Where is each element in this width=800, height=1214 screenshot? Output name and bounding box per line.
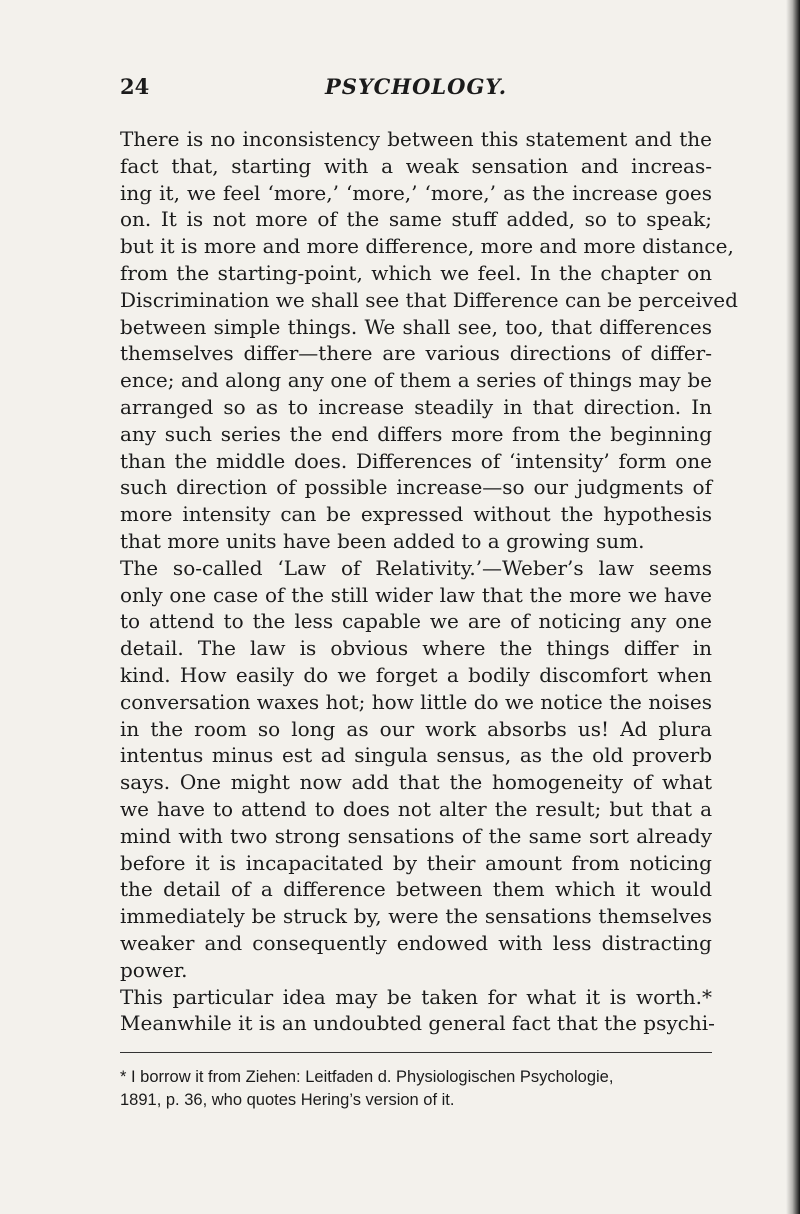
- footnote-line: 1891, p. 36, who quotes Hering’s version of it.: [120, 1091, 455, 1109]
- text-line: ing it, we feel ‘more,’ ‘more,’ ‘more,’ as the increase goes: [120, 180, 712, 205]
- text-line: intentus minus est ad singula sensus, as the old proverb: [120, 743, 712, 768]
- footnote-line: * I borrow it from Ziehen: Leitfaden d. Physiologischen Psychologie,: [120, 1068, 614, 1086]
- text-line: conversation waxes hot; how little do we notice the noises: [120, 689, 712, 714]
- text-line: such direction of possible increase—so our judgments of: [120, 475, 712, 500]
- text-line: detail. The law is obvious where the things differ in: [120, 636, 712, 661]
- text-line: from the starting-point, which we feel. In the chapter on: [120, 260, 712, 285]
- text-line: we have to attend to does not alter the result; but that a: [120, 796, 712, 821]
- text-line: but it is more and more difference, more and more distance,: [120, 234, 734, 259]
- text-line: This particular idea may be taken for what it is worth.*: [120, 984, 712, 1009]
- text-line: on. It is not more of the same stuff added, so to speak;: [120, 207, 712, 232]
- text-line: The so-called ‘Law of Relativity.’—Weber’s law seems: [120, 555, 712, 580]
- running-head: [120, 74, 712, 104]
- text-line: power.: [120, 957, 188, 982]
- page-edge-shadow: [786, 0, 800, 1214]
- text-line: immediately be struck by, were the sensations themselves: [120, 904, 712, 929]
- text-line: arranged so as to increase steadily in that direction. In: [120, 394, 712, 419]
- footnote-divider: [120, 1052, 712, 1053]
- text-line: Meanwhile it is an undoubted general fact that the psychi-: [120, 1011, 715, 1036]
- text-line: between simple things. We shall see, too, that differences: [120, 314, 712, 339]
- page-number: 24: [120, 74, 150, 99]
- text-line: fact that, starting with a weak sensation and increas-: [120, 153, 712, 178]
- text-line: themselves differ—there are various directions of differ-: [120, 341, 712, 366]
- text-line: the detail of a difference between them which it would: [120, 877, 712, 902]
- text-line: to attend to the less capable we are of noticing any one: [120, 609, 712, 634]
- text-line: ence; and along any one of them a series of things may be: [120, 368, 712, 393]
- text-line: weaker and consequently endowed with less distracting: [120, 930, 712, 955]
- text-line: more intensity can be expressed without the hypothesis: [120, 502, 712, 527]
- text-line: any such series the end differs more from the beginning: [120, 421, 712, 446]
- text-line: mind with two strong sensations of the same sort already: [120, 823, 712, 848]
- text-line: in the room so long as our work absorbs us! Ad plura: [120, 716, 712, 741]
- text-line: There is no inconsistency between this statement and the: [120, 127, 712, 151]
- text-line: kind. How easily do we forget a bodily discomfort when: [120, 662, 712, 687]
- text-line: only one case of the still wider law that the more we have: [120, 582, 712, 607]
- text-line: than the middle does. Differences of ‘intensity’ form one: [120, 448, 712, 473]
- text-line: says. One might now add that the homogeneity of what: [120, 770, 712, 795]
- text-line: that more units have been added to a growing sum.: [120, 528, 645, 553]
- footnote: [120, 1066, 712, 1112]
- running-title: PSYCHOLOGY.: [324, 74, 507, 99]
- text-line: before it is incapacitated by their amount from noticing: [120, 850, 712, 875]
- text-line: Discrimination we shall see that Difference can be perceived: [120, 287, 738, 312]
- body-text: [120, 126, 738, 1037]
